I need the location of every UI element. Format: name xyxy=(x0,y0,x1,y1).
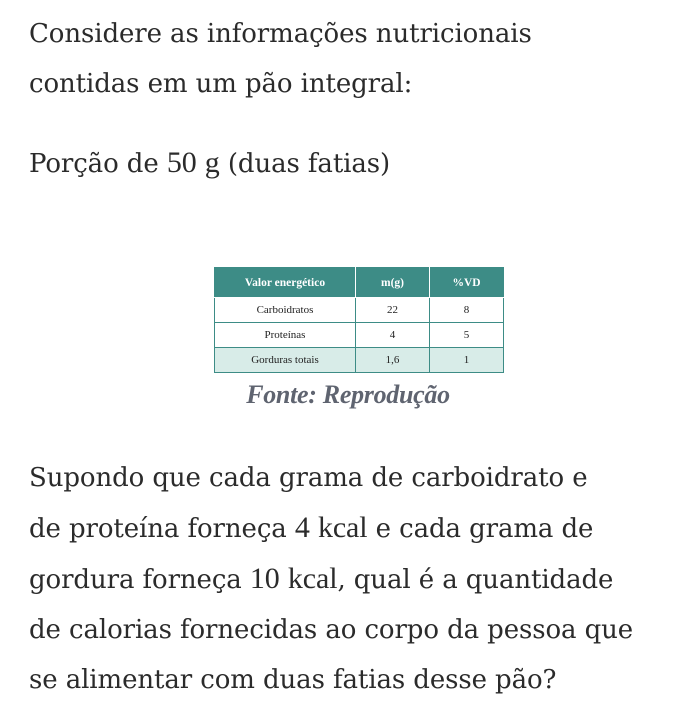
header-valor-energetico: Valor energético xyxy=(215,268,356,298)
intro-line-1: Considere as informações nutricionais xyxy=(29,19,532,49)
portion-amount: 50 xyxy=(166,146,197,179)
table-row xyxy=(215,323,504,348)
energy-value-1: 4 xyxy=(294,511,310,544)
energy-unit-2: kcal xyxy=(287,562,338,595)
question-line-3a: gordura forneça xyxy=(29,565,250,595)
question-line-5: se alimentar com duas fatias desse pão? xyxy=(29,665,557,695)
cell-vd: 8 xyxy=(430,298,504,323)
question-line-2a: de proteína forneça xyxy=(29,514,295,544)
question-line-1: Supondo que cada grama de carboidrato e xyxy=(29,463,588,493)
portion-unit: g xyxy=(204,146,220,179)
header-mass: m(g) xyxy=(356,268,430,298)
intro-line-2: contidas em um pão integral: xyxy=(29,69,413,99)
table-header-row xyxy=(215,268,504,298)
question-paragraph xyxy=(29,453,693,705)
energy-value-2: 10 xyxy=(249,562,280,595)
portion-paragraph xyxy=(29,138,669,189)
cell-mass: 22 xyxy=(356,298,430,323)
energy-unit-1: kcal xyxy=(317,511,368,544)
question-line-2b: e cada grama de xyxy=(367,514,594,544)
cell-mass: 1,6 xyxy=(356,348,430,373)
cell-mass: 4 xyxy=(356,323,430,348)
portion-suffix: (duas fatias) xyxy=(219,149,391,179)
cell-vd: 5 xyxy=(430,323,504,348)
cell-nutrient: Gorduras totais xyxy=(215,348,356,373)
cell-nutrient: Carboidratos xyxy=(215,298,356,323)
table-row xyxy=(215,298,504,323)
nutrition-table xyxy=(214,267,504,373)
question-line-4: de calorias fornecidas ao corpo da pessoa que xyxy=(29,615,634,645)
table-row xyxy=(215,348,504,373)
portion-prefix: Porção de xyxy=(29,149,167,179)
intro-paragraph xyxy=(29,9,669,109)
nutrition-table-figure xyxy=(214,267,504,373)
cell-nutrient: Proteínas xyxy=(215,323,356,348)
header-vd: %VD xyxy=(430,268,504,298)
figure-caption: Fonte: Reprodução xyxy=(246,380,450,409)
question-line-3b: , qual é a quantidade xyxy=(337,565,614,595)
cell-vd: 1 xyxy=(430,348,504,373)
